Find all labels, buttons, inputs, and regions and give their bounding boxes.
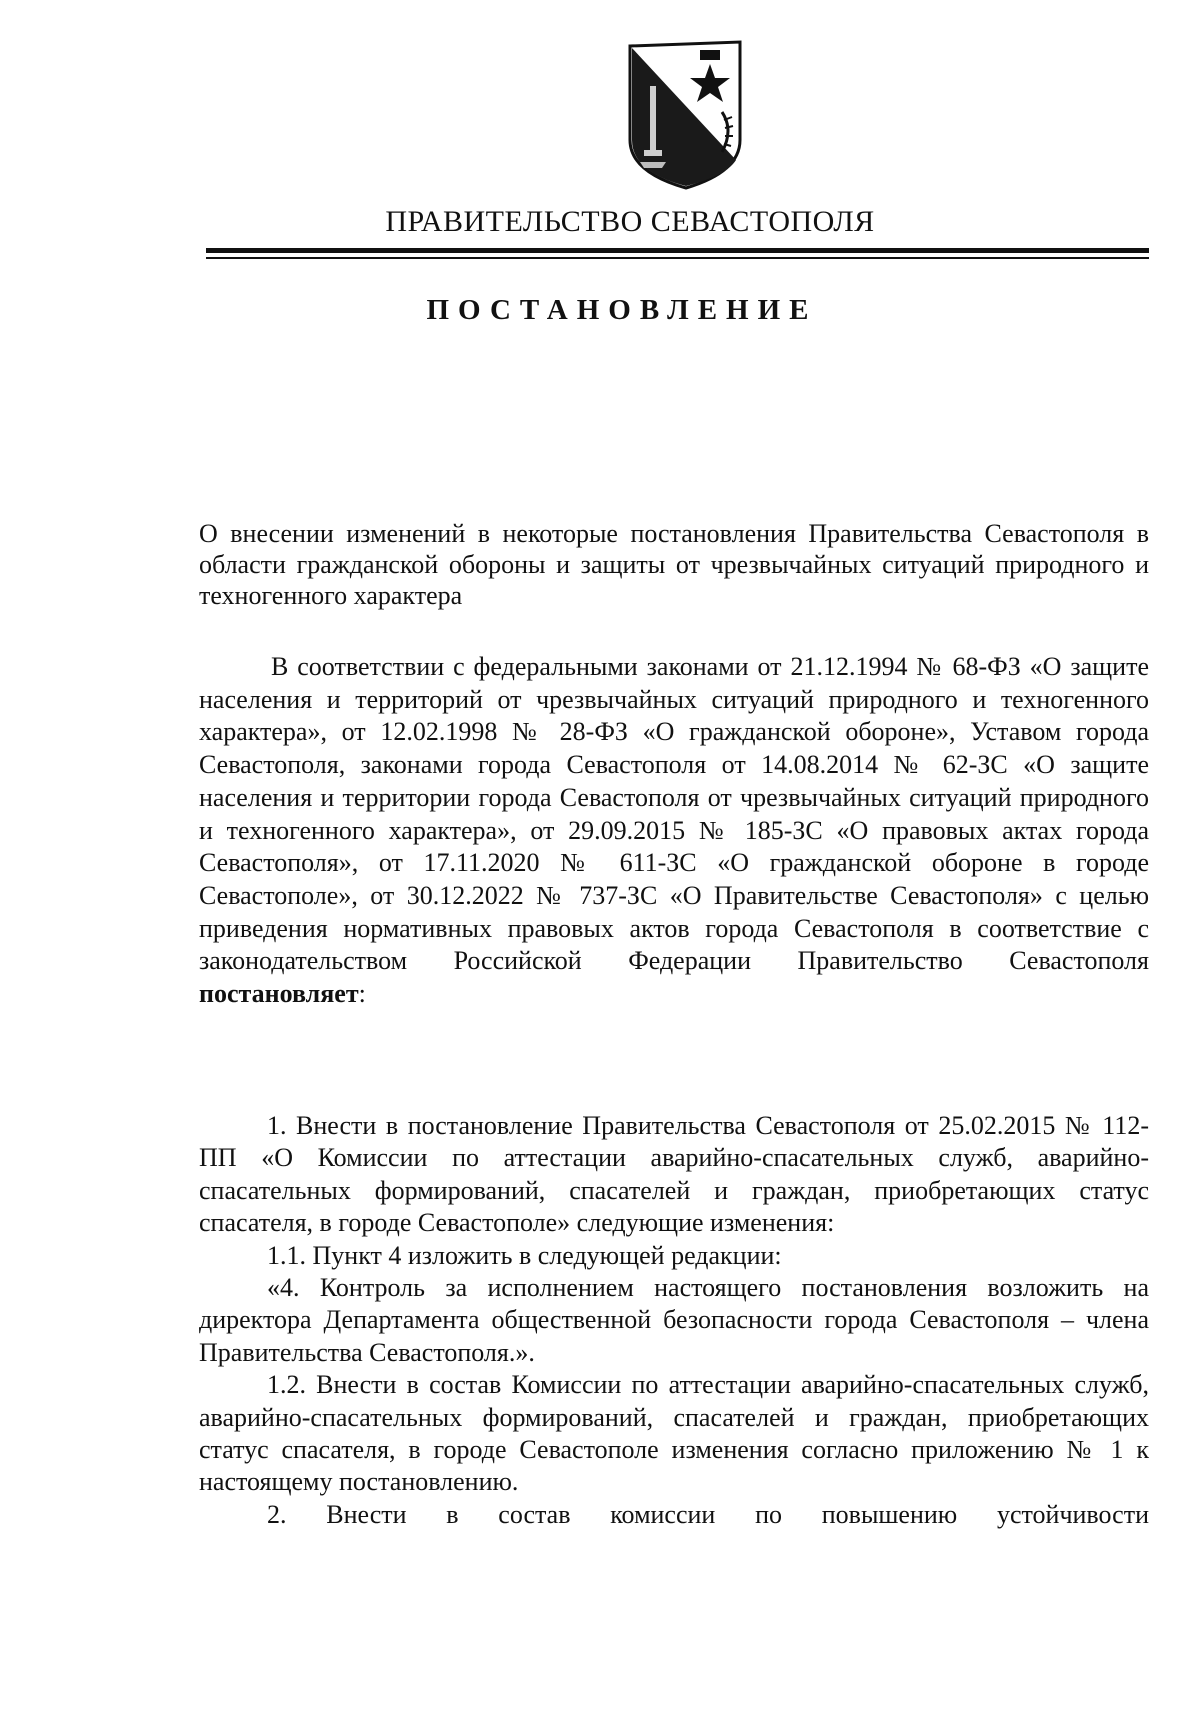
item-1-1-quote: «4. Контроль за исполнением настоящего постановления возложить на директора Департамента общественной безопасности города Севастополя – члена Правительства Севастополя.». [199,1273,1149,1367]
resolves-word: постановляет [199,979,359,1009]
document-subject: О внесении изменений в некоторые постановления Правительства Севастополя в области гражданской обороны и защиты от чрезвычайных ситуаций природного и техногенного характера [199,519,1149,610]
item-1: 1. Внести в постановление Правительства Севастополя от 25.02.2015 № 112-ПП «О Комиссии по аттестации аварийно-спасательных служб, аварийно-спасательных формирований, спасателей и граждан, приобретающих статус спасателя, в городе Севастополе» следующие изменения: [199,1111,1149,1238]
header-divider-thick [206,248,1149,253]
document-type-heading: ПОСТАНОВЛЕНИЕ [426,294,818,326]
government-title: ПРАВИТЕЛЬСТВО СЕВАСТОПОЛЯ [385,205,875,238]
sevastopol-coat-of-arms-icon [626,40,744,190]
item-1-2: 1.2. Внести в состав Комиссии по аттестации аварийно-спасательных служб, аварийно-спасательных формирований, спасателей и граждан, приобретающих статус спасателя, в городе Севастополе изменения согласно приложению № 1 к настоящему постановлению. [199,1370,1149,1497]
resolution-items [199,1110,1149,1531]
header-divider-thin [206,257,1149,259]
resolves-colon: : [358,979,366,1009]
preamble [199,651,1149,1011]
preamble-text: В соответствии с федеральными законами от 21.12.1994 № 68-ФЗ «О защите населения и территорий от чрезвычайных ситуаций природного и техногенного характера», от 12.02.1998 № 28-ФЗ «О гражданской обороне», Уставом города Севастополя, законами города Севастополя от 14.08.2014 № 62-ЗС «О защите населения и территории города Севастополя от чрезвычайных ситуаций природного и техногенного характера», от 29.09.2015 № 185-ЗС «О правовых актах города Севастополя», от 17.11.2020 № 611-ЗС «О гражданской обороне в городе Севастополе», от 30.12.2022 № 737-ЗС «О Правительстве Севастополя» с целью приведения нормативных правовых актов города Севастополя в соответствие с законодательством Российской Федерации Правительство Севастополя [199,652,1149,976]
item-2: 2. Внести в состав комиссии по повышению устойчивости [267,1499,1149,1529]
item-1-1: 1.1. Пункт 4 изложить в следующей редакции: [267,1240,782,1270]
